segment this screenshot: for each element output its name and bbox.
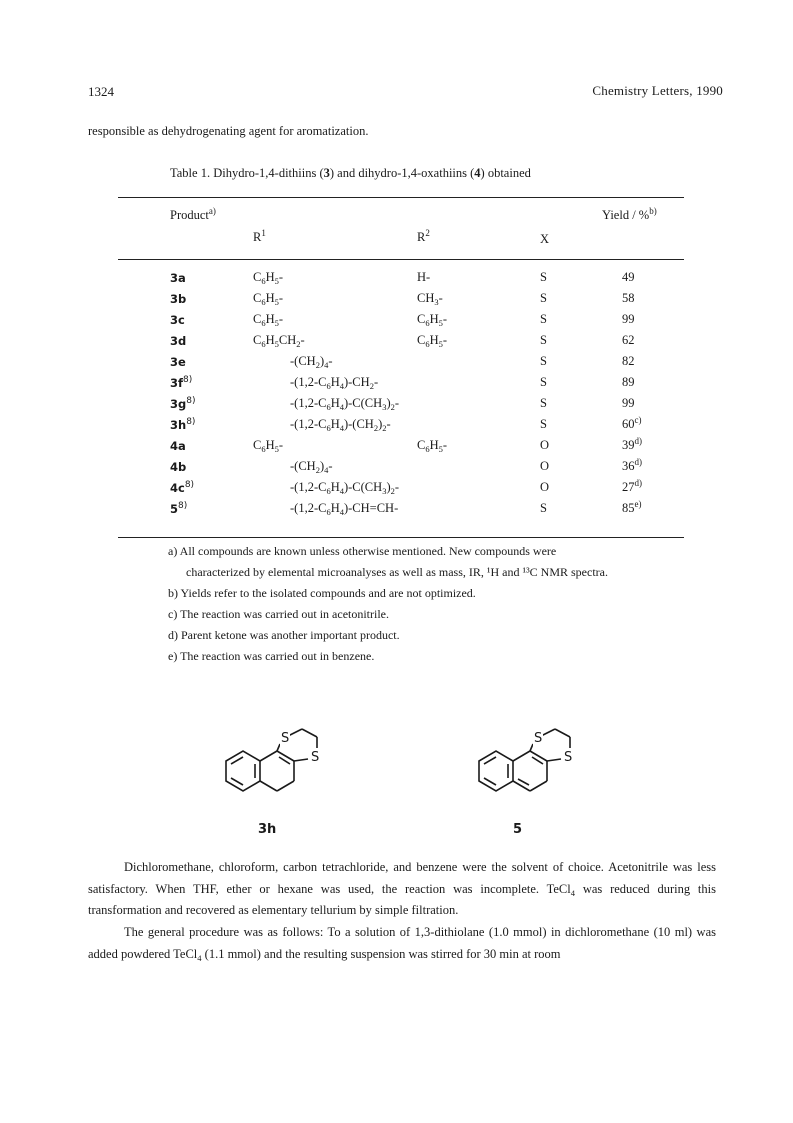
cell-x: O: [540, 459, 550, 473]
cell-yield: 39$^{d)}$: [622, 436, 642, 452]
header-r1-letter: R: [253, 230, 262, 244]
cell-substituent-span: $-(CH_2)_4-$: [290, 354, 333, 370]
cell-product: 3b: [170, 292, 187, 306]
cell-x: S: [540, 375, 547, 389]
table-footnote: c) The reaction was carried out in acetonitrile.: [168, 607, 390, 621]
table-footnote: a) All compounds are known unless otherwise mentioned. New compounds were: [168, 544, 557, 558]
cell-yield: 62: [622, 333, 635, 347]
cell-substituent-span: $-(1,2-C_6H_4)-C(CH_3)_2-$: [290, 480, 400, 496]
cell-r1: $C_6H_5-$: [253, 312, 284, 328]
cell-x: S: [540, 417, 547, 431]
header-product-label: Product: [170, 208, 209, 222]
header-product: [170, 208, 216, 223]
cell-yield: 89: [622, 375, 635, 389]
cell-yield: 49: [622, 270, 635, 284]
cell-yield: 99: [622, 312, 635, 326]
header-r2-sup: 2: [425, 228, 430, 238]
cell-yield: 36$^{d)}$: [622, 457, 642, 473]
header-yield-note: b): [649, 206, 657, 216]
cell-product: 5$^{8)}$: [170, 501, 188, 516]
structure-5-atom-s2: S: [564, 750, 573, 765]
cell-yield: 82: [622, 354, 635, 368]
cell-product: $4c^{8)}$: [170, 480, 195, 495]
cell-product: $3g^{8)}$: [170, 396, 196, 411]
cell-r2: H-: [417, 270, 431, 284]
cell-x: S: [540, 270, 547, 284]
body-paragraph-2: The general procedure was as follows: To a solution of 1,3-dithiolane (1.0 mmol) in dichloromethane (10 ml) was added powdered TeCl$_4$ (1.1 mmol) and the resulting suspension was stirred for 30 min at room: [88, 925, 716, 963]
caption-suffix: ) obtained: [480, 166, 531, 180]
structure-3h-atom-s2: S: [311, 750, 320, 765]
cell-substituent-span: $-(1,2-C_6H_4)-(CH_2)_2-$: [290, 417, 391, 433]
cell-r1: $C_6H_5-$: [253, 270, 284, 286]
header-r2-letter: R: [417, 230, 426, 244]
table-footnote: e) The reaction was carried out in benzene.: [168, 649, 375, 663]
header-r1-sup: 1: [261, 228, 266, 238]
cell-product: 3c: [170, 313, 185, 327]
body-paragraph-1: Dichloromethane, chloroform, carbon tetrachloride, and benzene were the solvent of choice. Acetonitrile was less satisfactory. When THF, ether or hexane was used, the reaction was incomplete. TeCl$_4$ was reduced during this transformation and recovered as elementary tellurium by simple filtration.: [88, 860, 716, 917]
table-caption: [170, 166, 531, 181]
table-bottom-rule: [118, 537, 684, 538]
cell-x: S: [540, 333, 547, 347]
structure-5-atom-s1: S: [534, 731, 543, 746]
cell-yield: 85$^{e)}$: [622, 499, 642, 515]
caption-compound-4: 4: [474, 166, 481, 180]
caption-prefix: Table 1. Dihydro-1,4-dithiins (: [170, 166, 324, 180]
caption-compound-3: 3: [323, 166, 330, 180]
cell-substituent-span: $-(1,2-C_6H_4)-CH_2-$: [290, 375, 379, 391]
cell-x: O: [540, 438, 550, 452]
header-product-note: a): [208, 206, 216, 216]
cell-r1: $C_6H_5CH_2-$: [253, 333, 305, 349]
structure-3h-label: 3h: [258, 822, 277, 837]
header-r1: [253, 230, 266, 245]
cell-r2: $CH_3-$: [417, 291, 443, 307]
header-x: X: [540, 232, 550, 246]
cell-yield: 27$^{d)}$: [622, 478, 642, 494]
cell-x: S: [540, 501, 547, 515]
table-footnote: d) Parent ketone was another important product.: [168, 628, 400, 642]
cell-r1: $C_6H_5-$: [253, 438, 284, 454]
header-yield: [602, 208, 657, 223]
structure-3h: [214, 723, 344, 813]
cell-product: $3f^{8)}$: [170, 375, 193, 390]
cell-product: 3d: [170, 334, 187, 348]
page-number: 1324: [88, 84, 114, 99]
table-footnote: characterized by elemental microanalyses as well as mass, IR, ¹H and ¹³C NMR spectra.: [186, 565, 608, 579]
cell-x: S: [540, 396, 547, 410]
header-r2: [417, 230, 430, 245]
cell-substituent-span: $-(CH_2)_4-$: [290, 459, 333, 475]
cell-r2: $C_6H_5-$: [417, 333, 448, 349]
cell-yield: 60$^{c)}$: [622, 415, 642, 431]
cell-product: 4a: [170, 439, 186, 453]
cell-x: S: [540, 312, 547, 326]
structure-5: [467, 723, 597, 813]
cell-product: 4b: [170, 460, 187, 474]
cell-substituent-span: $-(1,2-C_6H_4)-C(CH_3)_2-$: [290, 396, 400, 412]
table-footnote: b) Yields refer to the isolated compounds and are not optimized.: [168, 586, 476, 600]
cell-product: 3e: [170, 355, 186, 369]
cell-r2: $C_6H_5-$: [417, 438, 448, 454]
cell-yield: 99: [622, 396, 635, 410]
table-header-rule: [118, 259, 684, 260]
caption-mid: ) and dihydro-1,4-oxathiins (: [329, 166, 475, 180]
cell-x: S: [540, 354, 547, 368]
intro-text: responsible as dehydrogenating agent for aromatization.: [88, 124, 369, 138]
journal-title: Chemistry Letters, 1990: [592, 83, 723, 98]
cell-product: $3h^{8)}$: [170, 417, 196, 432]
cell-substituent-span: $-(1,2-C_6H_4)-CH=CH-$: [290, 501, 399, 517]
cell-product: 3a: [170, 271, 186, 285]
structure-5-label: 5: [513, 822, 523, 837]
table-top-rule: [118, 197, 684, 198]
cell-r1: $C_6H_5-$: [253, 291, 284, 307]
cell-x: S: [540, 291, 547, 305]
header-yield-label: Yield / %: [602, 208, 650, 222]
cell-yield: 58: [622, 291, 635, 305]
cell-x: O: [540, 480, 550, 494]
structure-3h-atom-s1: S: [281, 731, 290, 746]
cell-r2: $C_6H_5-$: [417, 312, 448, 328]
